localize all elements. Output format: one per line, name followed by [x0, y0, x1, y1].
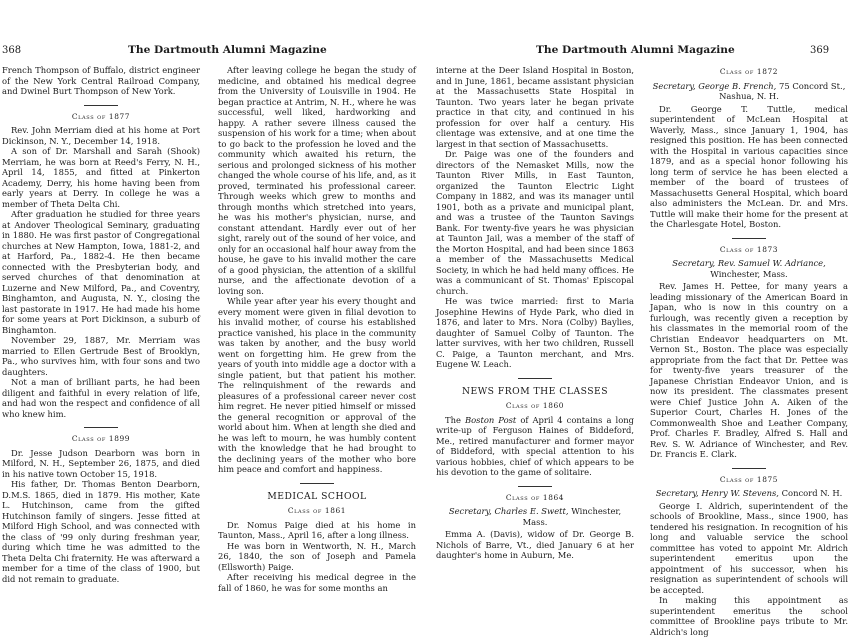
paragraph: Dr. Paige was one of the founders and directors of the Nemasket Mills, now the Taunton River Mills, in East Taunton, organized the Taunton Electric Light Company in 1882, and was its manager until 1901, both as a private and municipal plant, and was a trustee of the Taunton Savings Bank. For twenty-five years he was physician at Taunton Jail, was a member of the staff of the Morton Hospital, and had been since 1863 a member of the Massachusetts Medical Society, in which he had held many offices. He was a communicant of St. Thomas' Episcopal church. [436, 149, 634, 296]
paragraph: Dr. Jesse Judson Dearborn was born in Milford, N. H., September 26, 1875, and died in his native town October 15, 1918. [2, 447, 200, 479]
column-4 [650, 65, 848, 637]
running-title: The Dartmouth Alumni Magazine [536, 44, 735, 56]
paragraph: After receiving his medical degree in the fall of 1860, he was for some months an [218, 572, 416, 593]
paragraph: Not a man of brilliant parts, he had been diligent and faithful in every relation of life, and had won the respect and confidence of all who knew him. [2, 377, 200, 419]
secretary-name: Secretary, George B. French, [652, 80, 777, 91]
section-divider [518, 378, 552, 379]
section-divider [84, 105, 118, 106]
secretary-name: Secretary, Charles E. Swett, [448, 506, 569, 516]
paragraph: interne at the Deer Island Hospital in Boston, and in June, 1861, became assistant physician at the Massachusetts State Hospital in Taunton. Two years later he began private practice in that city, and continued in his profession for over half a century. His clientage was extensive, and at one time the largest in that section of Massachusetts. [436, 65, 634, 149]
class-heading: Class of 1873 [719, 244, 779, 254]
paragraph: A son of Dr. Marshall and Sarah (Shook) Merriam, he was born at Reed's Ferry, N. H., April 14, 1855, and fitted at Pinkerton Academy, Derry, his home having been from early years at Derry. In college he was a member of Theta Delta Chi. [2, 146, 200, 209]
text-run: The [445, 414, 465, 425]
class-heading: Class of 1877 [71, 111, 131, 121]
paragraph: Rev. James H. Pettee, for many years a leading missionary of the American Board in Japan, who is now in this country on a furlough, was recently given a reception by his classmates in the memorial room of the Christian Endeavor headquarters on Mt. Vernon St., Boston. The place was especially appropriate from the fact that Dr. Pettee was for twenty-five years treasurer of the Japanese Christian Endeavor Union, and is now its president. The classmates present were Chief Justice John A. Aiken of the Superior Court, Charles H. Jones of the Commonwealth Shoe and Leather Company, Prof. Charles F. Bradley, Alfred S. Hall and Rev. S. W. Adriance of Winchester, and Rev. Dr. Francis E. Clark. [650, 281, 848, 459]
paragraph: Rev. John Merriam died at his home at Port Dickinson, N. Y., December 14, 1918. [2, 125, 200, 146]
paragraph: He was born in Wentworth, N. H., March 26, 1840, the son of Joseph and Pamela (Ellsworth) Paige. [218, 540, 416, 572]
paragraph: In making this appointment as superintendent emeritus the school committee of Brookline pays tribute to Mr. Aldrich's long [650, 595, 848, 637]
column-2 [218, 65, 416, 593]
class-heading: Class of 1875 [719, 474, 779, 484]
secretary-address: Winchester, Mass. [710, 268, 788, 279]
left-page [0, 0, 426, 600]
paragraph: George I. Aldrich, superintendent of the schools of Brookline, Mass., since 1900, has tendered his resignation. In recognition of his long and valuable service the school committee has voted to appoint Mr. Aldrich superintendent emeritus upon the appointment of his successor, when his resignation as superintendent of schools will be accepted. [650, 500, 848, 595]
class-secretary [650, 258, 848, 279]
paragraph: Dr. George T. Tuttle, medical superintendent of McLean Hospital at Waverly, Mass., since January 1, 1904, has resigned this position. He has been connected with the Hospital in various capacities since 1879, and as a special honor following his long term of service he has been elected a member of the board of trustees of Massachusetts General Hospital, which board also administers the McLean. Dr. and Mrs. Tuttle will make their home for the present at the Charlesgate Hotel, Boston. [650, 103, 848, 229]
secretary-address: Winchester, Mass. [522, 506, 622, 527]
class-heading: Class of 1860 [505, 401, 565, 410]
secretary-name: Secretary, Henry W. Stevens, [655, 488, 779, 498]
class-secretary [650, 488, 848, 499]
paragraph: French Thompson of Buffalo, district engineer of the New York Central Railroad Company, and Dwinel Burt Thompson of New York. [2, 65, 200, 96]
section-heading: NEWS FROM THE CLASSES [461, 385, 608, 397]
paragraph: After graduation he studied for three years at Andover Theological Seminary, graduating in 1880. He was first pastor of Congregational churches at New Hampton, Iowa, 1881-2, and at Harford, Pa., 1882-4. He then became connected with the Presbyterian body, and served churches of that denomination at Luzerne and New Milford, Pa., and Coventry, Binghamton, and Augusta, N. Y., closing the last pastorate in 1917. He had made his home for some years at Port Dickinson, a suburb of Binghamton. [2, 209, 200, 335]
right-page [426, 0, 852, 637]
paragraph: After leaving college he began the study of medicine, and obtained his medical degree from the University of Louisville in 1904. He began practice at Antrim, N. H., where he was successful, well liked, hardworking and happy. A rather severe illness caused the suspension of his work for a time; when about to go back to the profession he loved and the community which awaited his return, the serious and prolonged sickness of his mother changed the whole course of his life, and, as it proved, terminated his professional career. Through weeks which grew to months and through months which stretched into years, he was his mother's physician, nurse, and constant attendant. Hardly ever out of her sight, rarely out of the sound of her voice, and only for an occasional half hour away from the house, he gave to his invalid mother the care of a good physician, the attention of a skillful nurse, and the affectionate devotion of a loving son. [218, 65, 416, 296]
paragraph: November 29, 1887, Mr. Merriam was married to Ellen Gertrude Best of Brooklyn, Pa., who survives him, with four sons and two daughters. [2, 335, 200, 377]
section-divider [732, 238, 766, 239]
section-divider [518, 486, 552, 487]
secretary-address: 75 Concord St., Nashua, N. H. [719, 80, 846, 101]
section-divider [300, 483, 334, 484]
paragraph: While year after year his every thought and every moment were given in filial devotion to his invalid mother, of course his established practice vanished, his place in the community was taken by another, and the busy world went on forgetting him. He grew from the years of youth into middle age a doctor with a single patient, but that patient his mother. The relinquishment of the rewards and pleasures of a professional career never cost him regret. He never pitied himself or missed the general recognition or approval of the world about him. When at length she died and he was left to mourn, he was humbly content with the knowledge that he had brought to the declining years of the mother who bore him peace and comfort and happiness. [218, 296, 416, 474]
paragraph: Dr. Nomus Paige died at his home in Taunton, Mass., April 16, after a long illness. [218, 519, 416, 540]
class-heading: Class of 1872 [719, 67, 779, 76]
class-secretary [436, 506, 634, 527]
section-divider [84, 427, 118, 428]
paragraph: He was twice married: first to Maria Josephine Hewins of Hyde Park, who died in 1876, and later to Mrs. Nora (Colby) Baylies, daughter of Samuel Colby of Taunton. The latter survives, with her two children, Russell C. Paige, a Taunton merchant, and Mrs. Eugene W. Leach. [436, 296, 634, 369]
paragraph [436, 415, 634, 478]
column-3 [436, 65, 634, 561]
text-run: of April 4 contains a long write-up of Ferguson Haines of Biddeford, Me., retired manufacturer and former mayor of Biddeford, with special attention to his various hobbies, chief of which appears to be his devotion to the game of solitaire. [436, 414, 634, 477]
class-heading: Class of 1861 [287, 506, 347, 515]
class-secretary [650, 81, 848, 102]
section-heading: MEDICAL SCHOOL [267, 490, 367, 502]
page-number: 369 [810, 45, 830, 56]
class-heading: Class of 1899 [71, 434, 131, 443]
class-heading: Class of 1864 [505, 492, 565, 502]
page-number: 368 [2, 45, 22, 56]
newspaper-title: Boston Post [464, 414, 517, 425]
secretary-address: Concord N. H. [778, 488, 843, 498]
running-title: The Dartmouth Alumni Magazine [128, 44, 327, 56]
paragraph: His father, Dr. Thomas Benton Dearborn, D.M.S. 1865, died in 1879. His mother, Kate L. Hutchinson, came from the gifted Hutchinson family of singers. Jesse fitted at Milford High School, and was connected with the class of '99 only during freshman year, during which time he was admitted to the Theta Delta Chi fraternity. He was afterward a member for a time of the class of 1900, but did not remain to graduate. [2, 479, 200, 584]
secretary-name: Secretary, Rev. Samuel W. Adriance, [672, 258, 826, 268]
column-1 [2, 65, 200, 584]
section-divider [732, 468, 766, 469]
paragraph: Emma A. (Davis), widow of Dr. George B. Nichols of Barre, Vt., died January 6 at her daughter's home in Auburn, Me. [436, 529, 634, 560]
